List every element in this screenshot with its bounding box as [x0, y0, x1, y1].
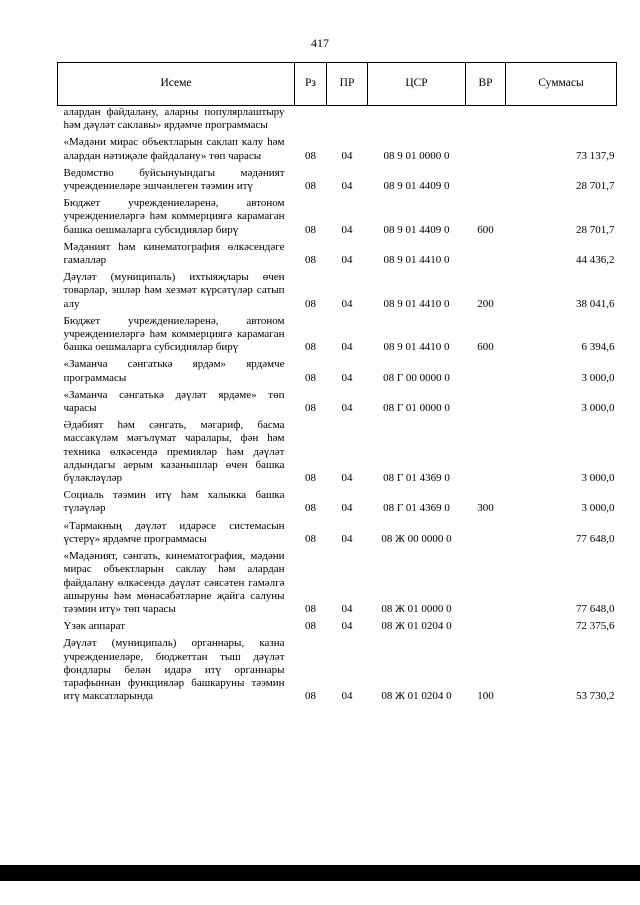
- cell-name: «Мәдәни мирас объектларын саклап калу һәм алардан нәтиҗәле файдалану» төп чарасы: [63, 136, 285, 162]
- cell-vr: 300: [477, 502, 494, 515]
- cell-vr: 600: [477, 341, 494, 354]
- cell-name: Ведомство буйсынуындагы мәдәният учреждениеләре эшчәнлеген тәэмин итү: [63, 166, 285, 193]
- table-row: [58, 164, 617, 194]
- cell-pr: [327, 106, 368, 134]
- cell-sum: 72 375,6: [576, 620, 615, 633]
- cell-csr: 08 Ж 01 0204 0: [381, 620, 452, 633]
- cell-csr: 08 9 01 4410 0: [383, 341, 450, 354]
- cell-rz: 08: [305, 602, 316, 615]
- cell-csr: 08 9 01 4410 0: [383, 254, 450, 267]
- cell-csr: 08 Г 01 4369 0: [383, 472, 450, 485]
- page-number: 417: [311, 36, 329, 50]
- cell-csr: 08 9 01 4409 0: [383, 180, 450, 193]
- cell-pr: 04: [341, 223, 353, 236]
- cell-csr: 08 Ж 01 0000 0: [381, 602, 452, 615]
- table-body: [58, 106, 617, 705]
- cell-name: алардан файдалану, аларны популярлаштыру һәм дәүләт саклавы» ярдәмче программасы: [63, 106, 285, 132]
- cell-sum: 28 701,7: [576, 180, 615, 193]
- cell-pr: 04: [341, 502, 353, 515]
- cell-rz: 08: [305, 297, 316, 310]
- header-rz: Рз: [295, 63, 327, 106]
- table-row: [58, 386, 617, 416]
- cell-rz: 08: [305, 254, 316, 267]
- cell-csr: 08 Ж 01 0204 0: [381, 690, 452, 703]
- cell-pr: 04: [341, 602, 353, 615]
- header-vr: ВР: [466, 63, 506, 106]
- cell-vr: 100: [477, 690, 494, 703]
- table-row: [58, 617, 617, 634]
- cell-name: Дәүләт (муниципаль) органнары, казна учреждениеләре, бюджеттан тыш дәүләт фондлары белән идарә итү органнары тарафыннан функцияләр башкаруны тәэмин итү максатларында: [63, 637, 285, 703]
- cell-rz: 08: [305, 402, 316, 415]
- cell-name: Бюджет учреждениеләренә, автоном учреждениеләргә һәм коммерциягә карамаган башка оешмаларга субсидияләр бирү: [63, 314, 285, 354]
- cell-sum: 3 000,0: [581, 371, 615, 384]
- table-row: [58, 312, 617, 356]
- table-row: [58, 486, 617, 516]
- cell-sum: 53 730,2: [576, 690, 615, 703]
- cell-sum: 3 000,0: [581, 402, 615, 415]
- cell-sum: 77 648,0: [576, 532, 615, 545]
- cell-pr: 04: [341, 149, 353, 162]
- cell-name: Үзәк аппарат: [63, 620, 126, 633]
- cell-sum: 3 000,0: [581, 472, 615, 485]
- cell-sum: 28 701,7: [576, 223, 615, 236]
- cell-name: Мәдәният һәм кинематография өлкәсендәге гамәлләр: [63, 240, 285, 267]
- table-row: [58, 547, 617, 617]
- cell-vr: [466, 386, 506, 416]
- table-row: [58, 355, 617, 385]
- header-sum: Суммасы: [506, 63, 617, 106]
- cell-rz: 08: [305, 532, 316, 545]
- cell-name: «Тармакның дәүләт идарәсе системасын үстерү» ярдәмче программасы: [63, 519, 285, 545]
- cell-pr: 04: [341, 341, 353, 354]
- table-row: [58, 268, 617, 312]
- cell-csr: 08 9 01 4409 0: [383, 223, 450, 236]
- scan-edge-bar: [0, 865, 640, 881]
- table-row: [58, 106, 617, 134]
- cell-vr: [466, 355, 506, 385]
- cell-pr: 04: [341, 690, 353, 703]
- cell-name: Социаль тәэмин итү һәм халыкка башка түләүләр: [63, 489, 285, 515]
- header-name: Исеме: [58, 63, 295, 106]
- cell-csr: 08 9 01 4410 0: [383, 297, 450, 310]
- cell-rz: 08: [305, 341, 316, 354]
- cell-rz: 08: [305, 371, 316, 384]
- cell-csr: 08 9 01 0000 0: [383, 149, 450, 162]
- header-csr: ЦСР: [368, 63, 466, 106]
- cell-csr: 08 Г 01 0000 0: [383, 402, 450, 415]
- table-row: [58, 416, 617, 486]
- cell-name: «Мәдәният, сәнгать, кинематография, мәдәни мирас объектларын саклау һәм алардан файдалану өлкәсендә дәүләт сәясәтен гамәлгә ашыруны һәм мөнәсәбәтләрне җайга салуны тәэмин итү» төп чарасы: [63, 550, 285, 615]
- cell-csr: 08 Ж 00 0000 0: [381, 532, 452, 545]
- table-row: [58, 133, 617, 163]
- cell-sum: 3 000,0: [581, 502, 615, 515]
- cell-vr: [466, 517, 506, 547]
- header-pr: ПР: [327, 63, 368, 106]
- cell-name: Әдәбият һәм сәнгать, мәгариф, басма массакүләм мәгълүмат чаралары, фән һәм техника өлкәсендә премияләр һәм дәүләт алдындагы аерым казанышлар өчен башка бүләкләүләр: [63, 419, 285, 485]
- cell-csr: 08 Г 00 0000 0: [383, 371, 450, 384]
- table-row: [58, 634, 617, 704]
- table-row: [58, 194, 617, 238]
- cell-pr: 04: [341, 254, 353, 267]
- table-row: [58, 517, 617, 547]
- cell-vr: [466, 617, 506, 634]
- cell-name: «Заманча сәнгатькә ярдәм» ярдәмче программасы: [63, 358, 285, 384]
- cell-rz: 08: [305, 149, 316, 162]
- cell-sum: 77 648,0: [576, 602, 615, 615]
- cell-pr: 04: [341, 180, 353, 193]
- cell-rz: 08: [305, 502, 316, 515]
- cell-rz: 08: [305, 620, 316, 633]
- table-header: [58, 63, 617, 106]
- cell-rz: 08: [305, 690, 316, 703]
- cell-sum: 38 041,6: [576, 297, 615, 310]
- cell-rz: 08: [305, 472, 316, 485]
- cell-vr: [466, 238, 506, 268]
- cell-vr: 200: [477, 297, 494, 310]
- cell-vr: [466, 547, 506, 617]
- cell-pr: 04: [341, 532, 353, 545]
- cell-vr: [466, 106, 506, 134]
- cell-vr: [466, 416, 506, 486]
- cell-csr: 08 Г 01 4369 0: [383, 502, 450, 515]
- cell-pr: 04: [341, 472, 353, 485]
- cell-vr: 600: [477, 223, 494, 236]
- budget-table: [57, 62, 617, 704]
- cell-name: Бюджет учреждениеләренә, автоном учреждениеләргә һәм коммерциягә карамаган башка оешмаларга субсидияләр бирү: [63, 197, 285, 236]
- cell-sum: 73 137,9: [576, 149, 615, 162]
- cell-rz: 08: [305, 180, 316, 193]
- cell-name: «Заманча сәнгатькә дәүләт ярдәме» төп чарасы: [63, 388, 285, 415]
- cell-rz: 08: [305, 223, 316, 236]
- cell-sum: 6 394,6: [581, 341, 615, 354]
- cell-sum: 44 436,2: [576, 254, 615, 267]
- cell-rz: [295, 106, 327, 134]
- cell-pr: 04: [341, 371, 353, 384]
- cell-name: Дәүләт (муниципаль) ихтыяҗлары өчен товарлар, эшләр һәм хезмәт күрсәтүләр сатып алу: [63, 271, 285, 310]
- cell-pr: 04: [341, 620, 353, 633]
- cell-sum: [506, 106, 617, 134]
- cell-csr: [368, 106, 466, 134]
- cell-pr: 04: [341, 297, 353, 310]
- cell-vr: [466, 164, 506, 194]
- cell-vr: [466, 133, 506, 163]
- table-row: [58, 238, 617, 268]
- cell-pr: 04: [341, 402, 353, 415]
